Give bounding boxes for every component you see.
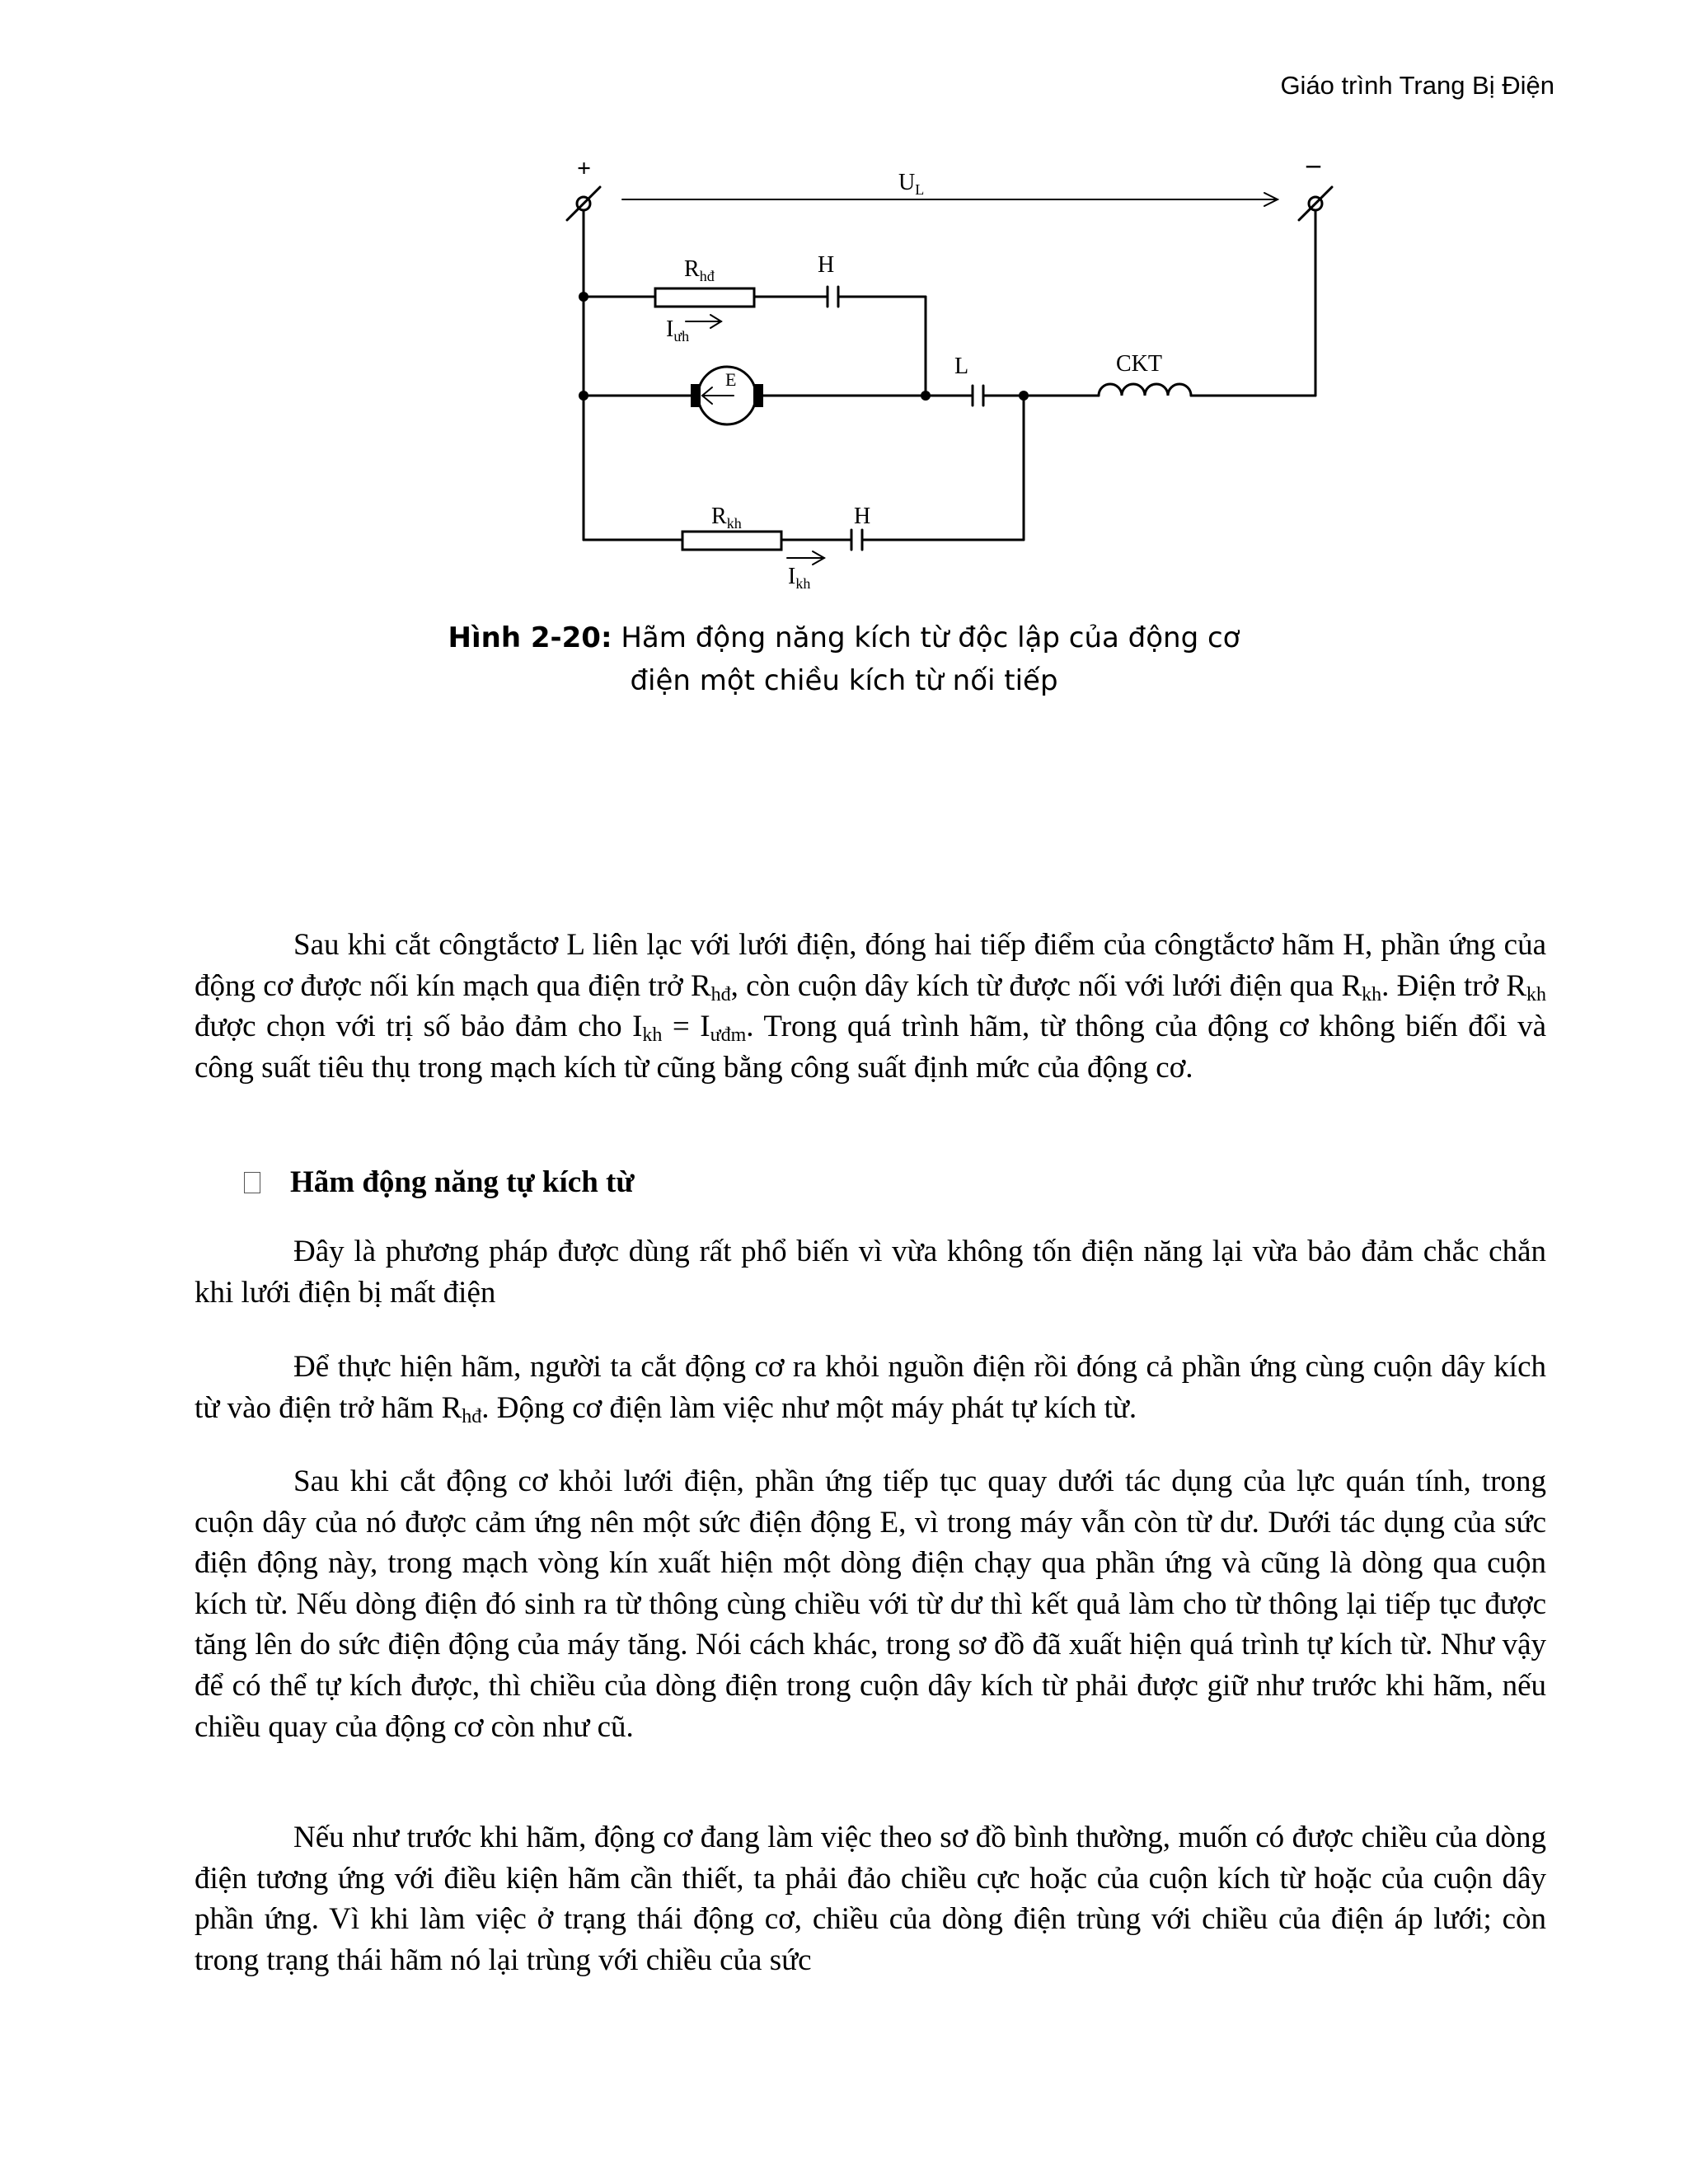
section-heading xyxy=(244,1162,635,1203)
h-bottom-label: H xyxy=(854,504,871,529)
section-heading-text: Hãm động năng tự kích từ xyxy=(290,1165,635,1199)
ckt-coil xyxy=(1099,384,1191,396)
rhd-label: $R_{hđ}$ xyxy=(684,256,715,284)
figure-caption-label: Hình 2-20: xyxy=(448,621,612,654)
ikh-label: $I_{kh}$ xyxy=(788,564,811,592)
circuit-diagram xyxy=(536,148,1393,610)
junction-node-4 xyxy=(1019,391,1029,401)
paragraph-5: Nếu như trước khi hãm, động cơ đang làm việc theo sơ đồ bình thường, muốn có được chiều của dòng điện tương ứng với điều kiện hãm cần thiết, ta phải đảo chiều cực hoặc của cuộn kích từ hoặc của cuộn dây phần ứng. Vì khi làm việc ở trạng thái động cơ, chiều của dòng điện trùng với chiều của điện áp lưới; còn trong trạng thái hãm nó lại trùng với chiều của sức xyxy=(195,1821,1546,1977)
junction-node-2 xyxy=(579,391,588,401)
iuh-label: $I_{ưh}$ xyxy=(666,316,690,344)
motor-brush-right xyxy=(753,384,763,407)
junction-node-1 xyxy=(579,292,588,302)
paragraph-1: Sau khi cắt côngtắctơ L liên lạc với lưới điện, đóng hai tiếp điểm của côngtắctơ hãm H, phần ứng của động cơ được nối kín mạch qua điện trở $R_{hđ}$, còn cuộn dây kích từ được nối với lưới điện qua $R_{kh}$. Điện trở $R_{kh}$ được chọn với trị số bảo đảm cho $I_{kh} = I_{ưđm}$. Trong quá trình hãm, từ thông của động cơ không biến đổi và công suất tiêu thụ trong mạch kích từ cũng bằng công suất định mức của động cơ. xyxy=(195,928,1546,1085)
junction-node-3 xyxy=(921,391,931,401)
ckt-label: CKT xyxy=(1116,351,1162,377)
paragraph-3: Để thực hiện hãm, người ta cắt động cơ ra khỏi nguồn điện rồi đóng cả phần ứng cùng cuộn dây kích từ vào điện trở hãm $R_{hđ}$. Động cơ điện làm việc như một máy phát tự kích từ. xyxy=(195,1350,1546,1427)
h-top-label: H xyxy=(818,252,835,278)
figure-caption-line1 xyxy=(0,616,1688,659)
motor-brush-left xyxy=(691,384,701,407)
page-header: Giáo trình Trang Bị Điện xyxy=(1280,71,1554,100)
bullet-square-icon xyxy=(244,1172,260,1193)
motor-e-label: E xyxy=(725,369,737,390)
rkh-resistor xyxy=(682,532,781,550)
paragraph-2: Đây là phương pháp được dùng rất phổ biến vì vừa không tốn điện năng lại vừa bảo đảm chắc chắn khi lưới điện bị mất điện xyxy=(195,1235,1546,1310)
rhd-resistor xyxy=(655,288,754,307)
rkh-label: $R_{kh}$ xyxy=(711,504,742,532)
ul-label: $U_L$ xyxy=(898,170,925,198)
l-contact-label: L xyxy=(954,354,969,379)
figure-caption-line2: điện một chiều kích từ nối tiếp xyxy=(630,664,1058,697)
plus-label: + xyxy=(577,155,592,182)
paragraph-4: Sau khi cắt động cơ khỏi lưới điện, phần ứng tiếp tục quay dưới tác dụng của lực quán tính, trong cuộn dây của nó được cảm ứng nên một sức điện động E, vì trong máy vẫn còn từ dư. Dưới tác dụng của sức điện động này, trong mạch vòng kín xuất hiện một dòng điện chạy qua phần ứng và cũng là dòng qua cuộn kích từ. Nếu dòng điện đó sinh ra từ thông cùng chiều với từ dư thì kết quả làm cho từ thông lại tiếp tục được tăng lên do sức điện động của máy tăng. Nói cách khác, trong sơ đồ đã xuất hiện quá trình tự kích từ. Như vậy để có thể tự kích được, thì chiều của dòng điện trong cuộn dây kích từ phải được giữ như trước khi hãm, nếu chiều quay của động cơ còn như cũ. xyxy=(195,1465,1546,1744)
minus-label: – xyxy=(1306,149,1320,180)
figure-caption-text1: Hãm động năng kích từ độc lập của động cơ xyxy=(612,621,1240,654)
